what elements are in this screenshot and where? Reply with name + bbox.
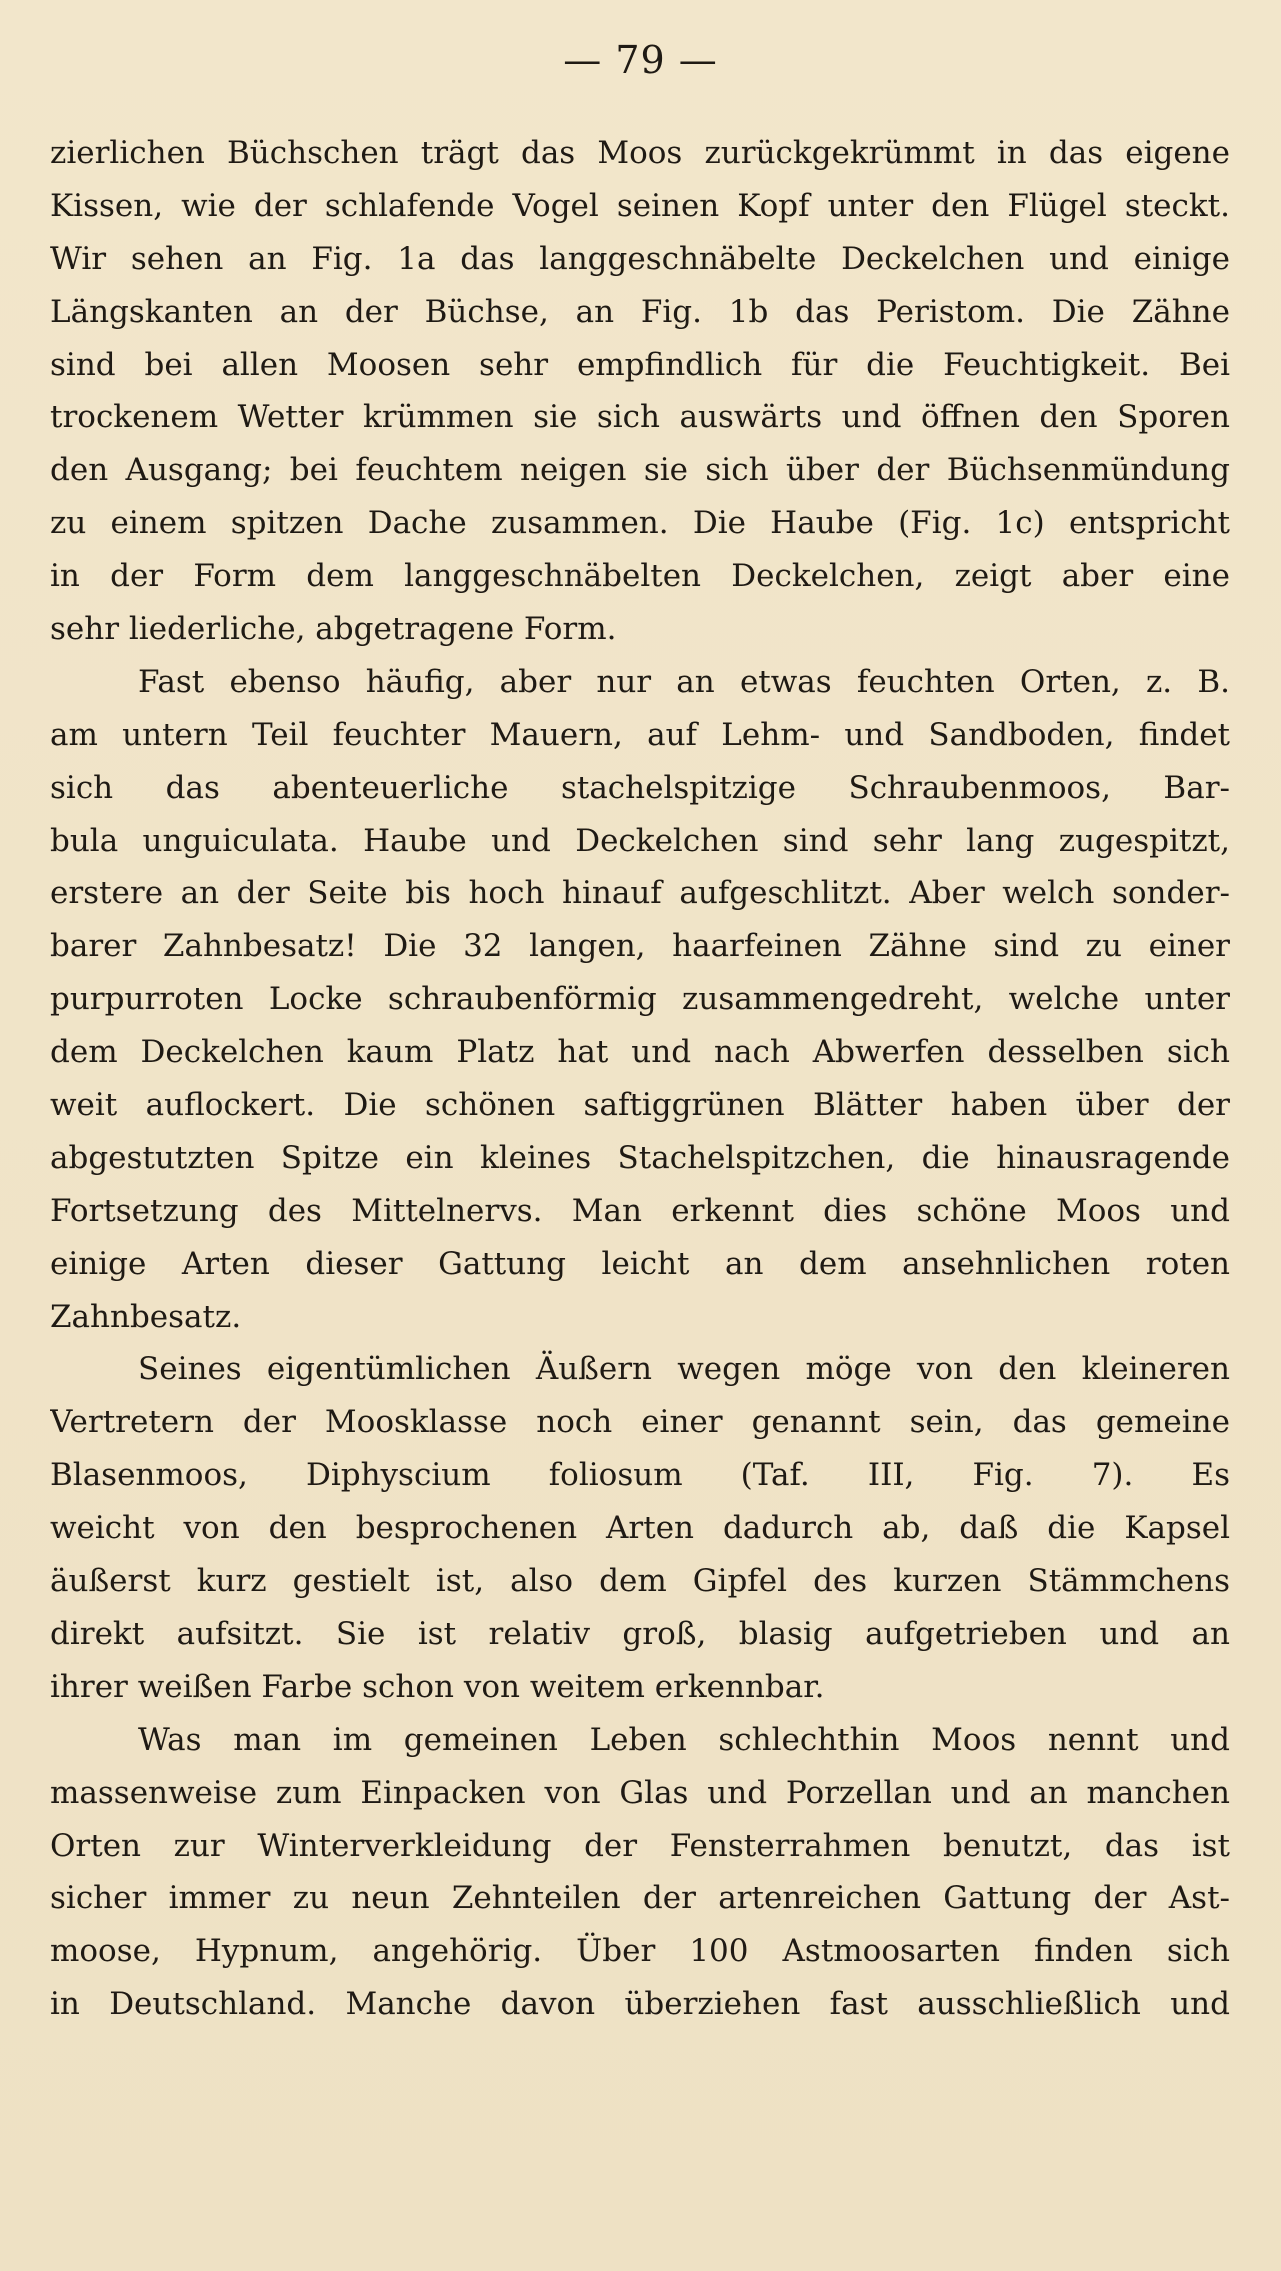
text-line: Was man im gemeinen Leben schlechthin Moos nennt und — [138, 1721, 1230, 1758]
text-line: sich das abenteuerliche stachelspitzige Schraubenmoos, Bar- — [50, 769, 1230, 806]
page-number: — 79 — — [563, 38, 718, 82]
text-line: am untern Teil feuchter Mauern, auf Lehm- und Sandboden, findet — [50, 716, 1230, 753]
text-line: barer Zahnbesatz! Die 32 langen, haarfeinen Zähne sind zu einer — [50, 928, 1230, 965]
text-line: dem Deckelchen kaum Platz hat und nach Abwerfen desselben sich — [50, 1034, 1230, 1071]
text-line: weit auflockert. Die schönen saftiggrünen Blätter haben über der — [50, 1087, 1230, 1124]
text-line: purpurroten Locke schraubenförmig zusammengedreht, welche unter — [50, 981, 1230, 1018]
text-line: zierlichen Büchschen trägt das Moos zurückgekrümmt in das eigene — [50, 135, 1230, 171]
text-line: den Ausgang; bei feuchtem neigen sie sich über der Büchsenmündung — [50, 452, 1230, 489]
text-line: moose, Hypnum, angehörig. Über 100 Astmoosarten finden sich — [50, 1933, 1230, 1970]
text-line: Zahnbesatz. — [50, 1298, 242, 1335]
text-line: Fast ebenso häufig, aber nur an etwas feuchten Orten, z. B. — [138, 663, 1230, 700]
text-line: in der Form dem langgeschnäbelten Deckelchen, zeigt aber eine — [50, 558, 1230, 595]
text-line: Kissen, wie der schlafende Vogel seinen Kopf unter den Flügel steckt. — [50, 187, 1230, 224]
text-line: sind bei allen Moosen sehr empfindlich für die Feuchtigkeit. Bei — [50, 346, 1230, 383]
text-line: Längskanten an der Büchse, an Fig. 1b das Peristom. Die Zähne — [50, 293, 1230, 330]
text-line: Fortsetzung des Mittelnervs. Man erkennt dies schöne Moos und — [50, 1192, 1230, 1229]
text-line: einige Arten dieser Gattung leicht an dem ansehnlichen roten — [50, 1245, 1230, 1282]
paragraph — [50, 656, 1230, 1344]
text-line: abgestutzten Spitze ein kleines Stachelspitzchen, die hinausragende — [50, 1139, 1230, 1176]
text-line: weicht von den besprochenen Arten dadurch ab, daß die Kapsel — [50, 1510, 1230, 1547]
paragraph — [50, 127, 1230, 656]
text-line: in Deutschland. Manche davon überziehen fast ausschließlich und — [50, 1986, 1230, 2023]
text-line: trockenem Wetter krümmen sie sich auswärts und öffnen den Sporen — [50, 399, 1230, 436]
text-line: sehr liederliche, abgetragene Form. — [50, 611, 617, 648]
text-line: sicher immer zu neun Zehnteilen der artenreichen Gattung der Ast- — [50, 1880, 1230, 1917]
text-line: zu einem spitzen Dache zusammen. Die Haube (Fig. 1c) entspricht — [50, 505, 1230, 542]
text-line: äußerst kurz gestielt ist, also dem Gipfel des kurzen Stämmchens — [50, 1563, 1230, 1600]
text-line: direkt aufsitzt. Sie ist relativ groß, blasig aufgetrieben und an — [50, 1615, 1230, 1652]
paragraph — [50, 1343, 1230, 1713]
text-line: erstere an der Seite bis hoch hinauf aufgeschlitzt. Aber welch sonder- — [50, 875, 1230, 912]
text-line: Vertretern der Moosklasse noch einer genannt sein, das gemeine — [50, 1404, 1230, 1441]
text-line: Seines eigentümlichen Äußern wegen möge von den kleineren — [138, 1351, 1230, 1388]
text-line: bula unguiculata. Haube und Deckelchen sind sehr lang zugespitzt, — [50, 822, 1230, 859]
text-line: ihrer weißen Farbe schon von weitem erkennbar. — [50, 1668, 825, 1705]
text-line: Blasenmoos, Diphyscium foliosum (Taf. III, Fig. 7). Es — [50, 1457, 1230, 1494]
body-text — [50, 127, 1230, 2031]
text-line: Wir sehen an Fig. 1a das langgeschnäbelte Deckelchen und einige — [50, 240, 1230, 277]
text-line: massenweise zum Einpacken von Glas und Porzellan und an manchen — [50, 1774, 1230, 1811]
text-line: Orten zur Winterverkleidung der Fensterrahmen benutzt, das ist — [50, 1827, 1230, 1864]
paragraph — [50, 1714, 1230, 2031]
